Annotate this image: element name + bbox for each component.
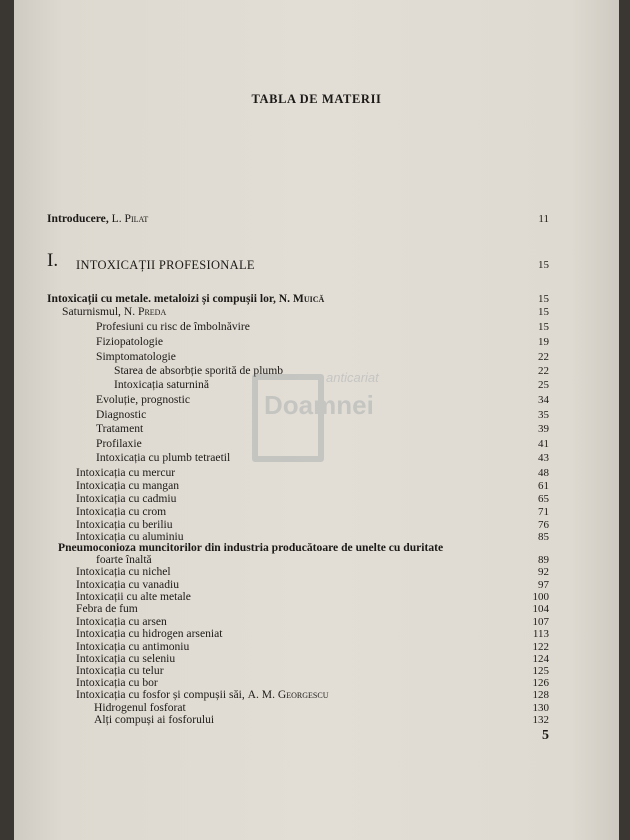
toc-author: N. Muică bbox=[278, 292, 325, 305]
toc-label: Intoxicația cu bor bbox=[76, 676, 158, 689]
toc-label: Intoxicația cu vanadiu bbox=[76, 578, 180, 591]
toc-entry bbox=[14, 393, 619, 407]
toc-label: Febra de fum bbox=[76, 602, 138, 615]
toc-label: Intoxicația cu beriliu bbox=[76, 518, 173, 531]
toc-entry bbox=[14, 408, 619, 422]
toc-page-number: 34 bbox=[538, 394, 549, 406]
toc-label: Intoxicații cu metale. metaloizi și compușii lor, bbox=[47, 292, 276, 305]
toc-entry bbox=[14, 335, 619, 349]
toc-label: Intoxicația cu mangan bbox=[76, 479, 180, 492]
toc-label: Profilaxie bbox=[96, 437, 142, 450]
toc-page-number: 61 bbox=[538, 480, 549, 492]
toc-author: L. Pilat bbox=[111, 212, 149, 225]
toc-page-number: 11 bbox=[538, 213, 549, 225]
toc-label: Pneumoconioza muncitorilor din industria producătoare de unelte cu duritate bbox=[58, 541, 444, 554]
toc-label: Introducere, bbox=[47, 212, 109, 225]
toc-label: Hidrogenul fosforat bbox=[94, 701, 186, 714]
toc-page-number: 126 bbox=[532, 677, 549, 689]
toc-page-number: 97 bbox=[538, 579, 549, 591]
page-number: 5 bbox=[542, 728, 549, 743]
toc-page-number: 43 bbox=[538, 452, 549, 464]
toc-label: Profesiuni cu risc de îmbolnăvire bbox=[96, 320, 250, 333]
toc-page-number: 71 bbox=[538, 506, 549, 518]
toc-page-number: 89 bbox=[538, 554, 549, 566]
toc-entry bbox=[14, 320, 619, 334]
toc-label: Intoxicații cu alte metale bbox=[76, 590, 191, 603]
watermark-small-text: anticariat bbox=[326, 370, 379, 385]
toc-page-number: 22 bbox=[538, 351, 549, 363]
toc-entry bbox=[14, 350, 619, 364]
toc-page-number: 65 bbox=[538, 493, 549, 505]
toc-label: Intoxicația cu aluminiu bbox=[76, 530, 184, 543]
toc-entry bbox=[14, 305, 619, 319]
toc-entry bbox=[14, 565, 619, 579]
toc-page-number: 122 bbox=[532, 641, 549, 653]
toc-label: Intoxicația cu seleniu bbox=[76, 652, 176, 665]
toc-label: Diagnostic bbox=[96, 408, 147, 421]
toc-page-number: 113 bbox=[532, 628, 549, 640]
toc-label: Intoxicația cu cadmiu bbox=[76, 492, 177, 505]
toc-entry bbox=[14, 713, 619, 727]
toc-label: Saturnismul, bbox=[62, 305, 121, 318]
toc-page-number: 35 bbox=[538, 409, 549, 421]
toc-page-number: 15 bbox=[538, 293, 549, 305]
toc-page-number: 128 bbox=[532, 689, 549, 701]
toc-entry bbox=[14, 437, 619, 451]
toc-page-number: 132 bbox=[532, 714, 549, 726]
page-title: TABLA DE MATERII bbox=[251, 92, 382, 106]
toc-label: Alți compuși ai fosforului bbox=[94, 713, 215, 726]
toc-section-heading bbox=[14, 250, 619, 272]
toc-page-number: 48 bbox=[538, 467, 549, 479]
toc-label: Intoxicația cu telur bbox=[76, 664, 164, 677]
toc-page-number: 76 bbox=[538, 519, 549, 531]
toc-page-number: 104 bbox=[532, 603, 549, 615]
toc-page-number: 15 bbox=[538, 321, 549, 333]
toc-page-number: 22 bbox=[538, 365, 549, 377]
toc-page-number: 125 bbox=[532, 665, 549, 677]
toc-entry bbox=[14, 505, 619, 519]
toc-label: Intoxicația cu crom bbox=[76, 505, 167, 518]
toc-label: Evoluție, prognostic bbox=[96, 393, 191, 406]
section-title: INTOXICAȚII PROFESIONALE bbox=[76, 258, 255, 272]
toc-entry bbox=[14, 422, 619, 436]
toc-entry bbox=[14, 627, 619, 641]
toc-page-number: 130 bbox=[532, 702, 549, 714]
toc-entry bbox=[14, 688, 619, 702]
toc-page-number: 39 bbox=[538, 423, 549, 435]
toc-label: Tratament bbox=[96, 422, 144, 435]
toc-label: Intoxicația cu mercur bbox=[76, 466, 176, 479]
toc-page-number: 100 bbox=[532, 591, 549, 603]
toc-page-number: 107 bbox=[532, 616, 549, 628]
toc-label: Starea de absorbție sporită de plumb bbox=[114, 364, 284, 377]
toc-entry bbox=[14, 602, 619, 616]
toc-author: N. Preda bbox=[123, 305, 167, 318]
toc-entry bbox=[14, 492, 619, 506]
toc-entry-intro bbox=[14, 212, 619, 226]
toc-entry bbox=[14, 364, 619, 378]
toc-label: Intoxicația cu fosfor și compușii săi, bbox=[76, 688, 245, 701]
watermark-large-text: Doamnei bbox=[264, 390, 374, 420]
section-roman-numeral: I. bbox=[47, 250, 59, 271]
toc-entry bbox=[14, 479, 619, 493]
toc-label: Intoxicația cu nichel bbox=[76, 565, 171, 578]
toc-label: Intoxicația cu arsen bbox=[76, 615, 167, 628]
book-page bbox=[14, 0, 619, 840]
toc-label: Intoxicația cu hidrogen arseniat bbox=[76, 627, 223, 640]
toc-page-number: 124 bbox=[532, 653, 549, 665]
toc-author: A. M. Georgescu bbox=[247, 688, 329, 701]
toc-page-number: 25 bbox=[538, 379, 549, 391]
toc-label: Intoxicația cu plumb tetraetil bbox=[96, 451, 231, 464]
toc-entry bbox=[14, 451, 619, 465]
toc-page-number: 41 bbox=[538, 438, 549, 450]
toc-label: Intoxicația cu antimoniu bbox=[76, 640, 190, 653]
toc-page-number: 19 bbox=[538, 336, 549, 348]
toc-label: Intoxicația saturnină bbox=[114, 378, 209, 391]
toc-page-number: 92 bbox=[538, 566, 549, 578]
toc-page-number: 15 bbox=[538, 306, 549, 318]
toc-label: Simptomatologie bbox=[96, 350, 176, 363]
toc-page-number: 85 bbox=[538, 531, 549, 543]
toc-entry bbox=[14, 292, 619, 306]
toc-page-number: 15 bbox=[538, 259, 549, 271]
toc-label: Fiziopatologie bbox=[96, 335, 163, 348]
toc-entry bbox=[14, 466, 619, 480]
toc-label: foarte înaltă bbox=[96, 553, 152, 566]
toc-entry bbox=[14, 378, 619, 392]
